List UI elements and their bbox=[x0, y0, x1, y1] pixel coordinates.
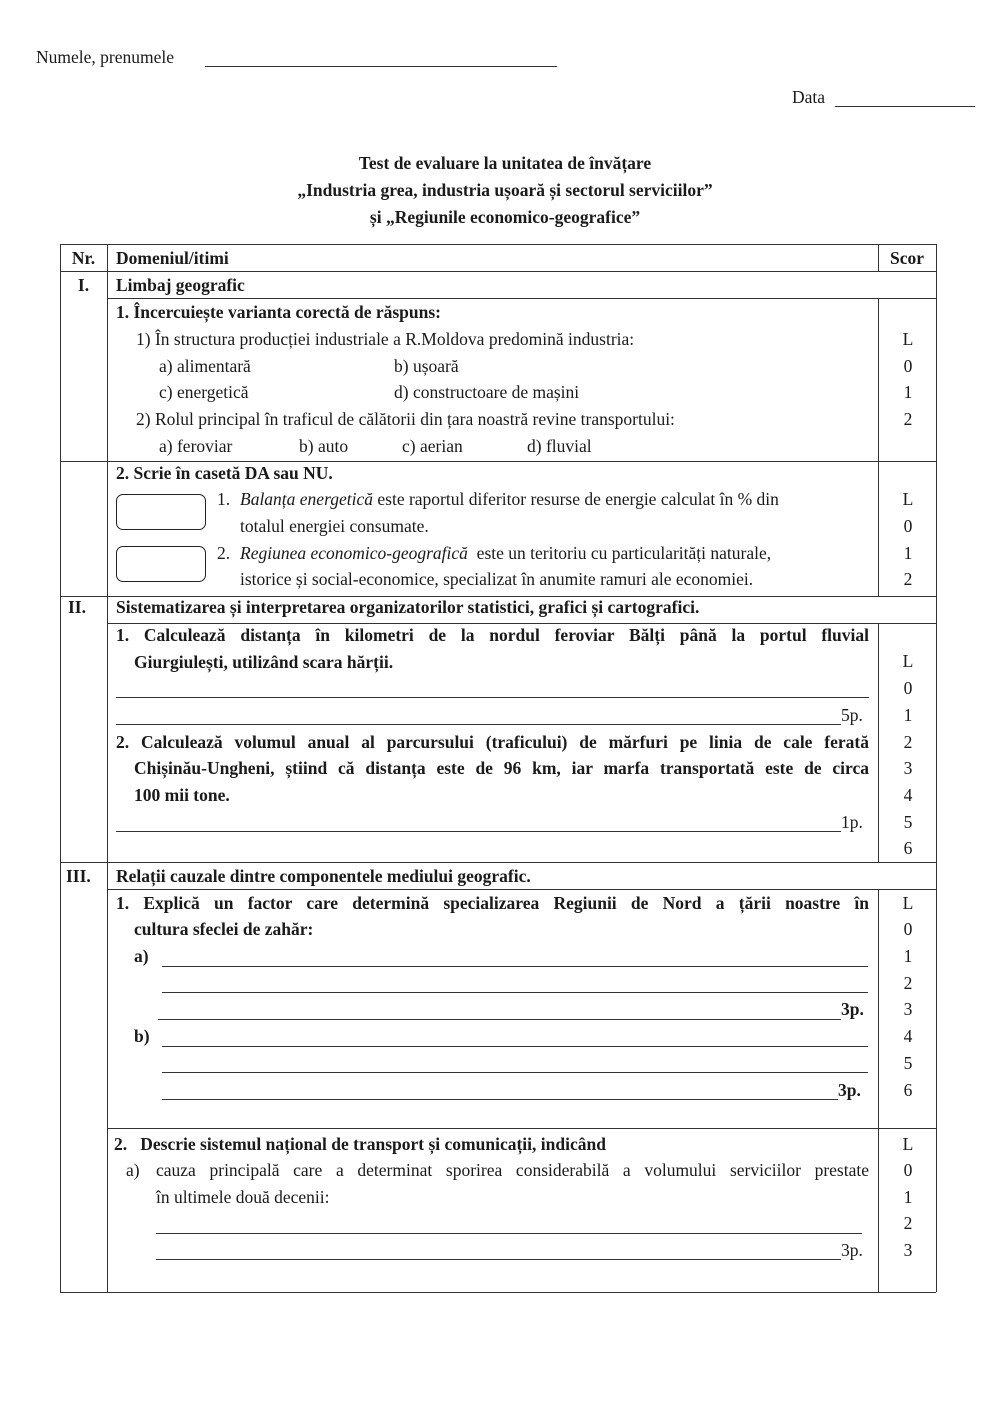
score-item: 0 bbox=[903, 356, 913, 376]
question-2: 2) Rolul principal în traficul de călătorii din țara noastră revine transportului: bbox=[136, 409, 675, 429]
question-1: 1) În structura producției industriale a R.Moldova predomină industria: bbox=[136, 329, 635, 349]
item-3-2-a-line-1: cauza principală care a determinat sporirea considerabilă a volumului serviciilor prestate bbox=[156, 1160, 869, 1180]
answer-line[interactable] bbox=[156, 1259, 841, 1260]
section-2-title: Sistematizarea și interpretarea organizatorilor statistici, grafici și cartografici. bbox=[116, 597, 700, 617]
section-2-number: II. bbox=[68, 597, 86, 617]
item-3-2-a-label: a) bbox=[126, 1160, 140, 1180]
score-item: 0 bbox=[903, 919, 913, 939]
score-item: 2 bbox=[903, 1213, 913, 1233]
points-b: 3p. bbox=[838, 1080, 861, 1100]
statement-1 bbox=[240, 488, 779, 510]
answer-line[interactable] bbox=[162, 1099, 838, 1100]
name-label: Numele, prenumele bbox=[36, 47, 175, 67]
score-item: 0 bbox=[903, 1160, 913, 1180]
statement-2-text: este un teritoriu cu particularități naturale, bbox=[476, 543, 772, 563]
col-header-domain: Domeniul/itimi bbox=[116, 248, 229, 268]
label-a: a) bbox=[134, 946, 149, 966]
answer-box-1[interactable] bbox=[116, 494, 206, 530]
item-1-1-heading: 1. Încercuiește varianta corectă de răspuns: bbox=[116, 302, 441, 322]
date-field[interactable] bbox=[835, 106, 975, 107]
item-3-2-points: 3p. bbox=[841, 1240, 863, 1260]
name-field[interactable] bbox=[205, 66, 557, 67]
score-item: L bbox=[902, 329, 914, 349]
score-item: 1 bbox=[903, 1187, 913, 1207]
option-1c[interactable]: c) energetică bbox=[159, 382, 249, 402]
section-3-number: III. bbox=[66, 866, 91, 886]
score-item: 4 bbox=[903, 785, 913, 805]
score-item: 3 bbox=[903, 999, 913, 1019]
score-item: 5 bbox=[903, 1053, 913, 1073]
statement-2-term: Regiunea economico-geografică bbox=[240, 543, 468, 563]
points-a: 3p. bbox=[841, 999, 864, 1019]
option-1b[interactable]: b) ușoară bbox=[394, 356, 459, 376]
score-item: 3 bbox=[903, 1240, 913, 1260]
item-3-1-line-2: cultura sfeclei de zahăr: bbox=[134, 919, 314, 939]
col-header-nr: Nr. bbox=[71, 248, 96, 268]
item-2-2-line-3: 100 mii tone. bbox=[134, 785, 230, 805]
date-label: Data bbox=[792, 87, 826, 107]
score-item: 1 bbox=[903, 543, 913, 563]
score-item: 6 bbox=[903, 1080, 913, 1100]
item-2-1-points: 5p. bbox=[841, 705, 863, 725]
option-2d[interactable]: d) fluvial bbox=[527, 436, 592, 456]
statement-2-line-2: istorice și social-economice, specializat în anumite ramuri ale economiei. bbox=[240, 569, 754, 589]
answer-line[interactable] bbox=[116, 724, 841, 725]
score-item: 5 bbox=[903, 812, 913, 832]
item-2-2-points: 1p. bbox=[841, 812, 863, 832]
statement-1-text: este raportul diferitor resurse de energie calculat în % din bbox=[377, 489, 779, 509]
label-b: b) bbox=[134, 1026, 150, 1046]
section-1-number: I. bbox=[77, 275, 90, 295]
score-item: L bbox=[902, 1134, 914, 1154]
answer-line[interactable] bbox=[162, 1072, 868, 1073]
answer-box-2[interactable] bbox=[116, 546, 206, 582]
item-1-2-heading: 2. Scrie în casetă DA sau NU. bbox=[116, 463, 333, 483]
answer-line[interactable] bbox=[156, 1233, 862, 1234]
score-item: 6 bbox=[903, 838, 913, 858]
item-3-2-heading: 2. Descrie sistemul național de transport și comunicații, indicând bbox=[114, 1134, 606, 1154]
item-3-2-a-line-2: în ultimele două decenii: bbox=[156, 1187, 330, 1207]
statement-2 bbox=[240, 542, 771, 564]
option-1d[interactable]: d) constructoare de mașini bbox=[394, 382, 580, 402]
answer-line[interactable] bbox=[158, 1019, 841, 1020]
item-2-2-line-2: Chișinău-Ungheni, știind că distanța este de 96 km, iar marfa transportată este de circa bbox=[134, 758, 869, 778]
answer-line[interactable] bbox=[162, 1046, 868, 1047]
section-3-title: Relații cauzale dintre componentele mediului geografic. bbox=[116, 866, 531, 886]
title-line-1: Test de evaluare la unitatea de învățare bbox=[358, 153, 652, 173]
score-item: L bbox=[902, 489, 914, 509]
item-2-1-line-1: 1. Calculează distanța în kilometri de la nordul feroviar Bălți până la portul fluvial bbox=[116, 625, 869, 645]
item-2-1-line-2: Giurgiulești, utilizând scara hărții. bbox=[134, 652, 394, 672]
score-item: 2 bbox=[903, 732, 913, 752]
option-1a[interactable]: a) alimentară bbox=[159, 356, 251, 376]
statement-2-number: 2. bbox=[217, 543, 231, 563]
answer-line[interactable] bbox=[116, 831, 841, 832]
item-2-2-line-1: 2. Calculează volumul anual al parcursului (traficului) de mărfuri pe linia de cale ferată bbox=[116, 732, 869, 752]
answer-line[interactable] bbox=[162, 992, 868, 993]
score-item: 2 bbox=[903, 973, 913, 993]
score-item: 1 bbox=[903, 705, 913, 725]
option-2b[interactable]: b) auto bbox=[299, 436, 349, 456]
statement-1-line-2: totalul energiei consumate. bbox=[240, 516, 429, 536]
item-3-1-line-1: 1. Explică un factor care determină specializarea Regiunii de Nord a țării noastre în bbox=[116, 893, 869, 913]
section-1-title: Limbaj geografic bbox=[116, 275, 245, 295]
option-2a[interactable]: a) feroviar bbox=[159, 436, 233, 456]
score-item: 1 bbox=[903, 946, 913, 966]
score-item: 3 bbox=[903, 758, 913, 778]
score-item: 4 bbox=[903, 1026, 913, 1046]
score-item: 0 bbox=[903, 516, 913, 536]
score-item: L bbox=[902, 893, 914, 913]
score-item: L bbox=[902, 651, 914, 671]
score-item: 2 bbox=[903, 409, 913, 429]
answer-line[interactable] bbox=[162, 966, 868, 967]
statement-1-term: Balanța energetică bbox=[240, 489, 373, 509]
score-item: 0 bbox=[903, 678, 913, 698]
title-line-3: și „Regiunile economico-geografice” bbox=[369, 207, 641, 227]
answer-line[interactable] bbox=[116, 697, 869, 698]
title-line-2: „Industria grea, industria ușoară și sectorul serviciilor” bbox=[297, 180, 713, 200]
option-2c[interactable]: c) aerian bbox=[402, 436, 463, 456]
score-item: 1 bbox=[903, 382, 913, 402]
score-item: 2 bbox=[903, 569, 913, 589]
col-header-score: Scor bbox=[889, 248, 925, 268]
statement-1-number: 1. bbox=[217, 489, 231, 509]
